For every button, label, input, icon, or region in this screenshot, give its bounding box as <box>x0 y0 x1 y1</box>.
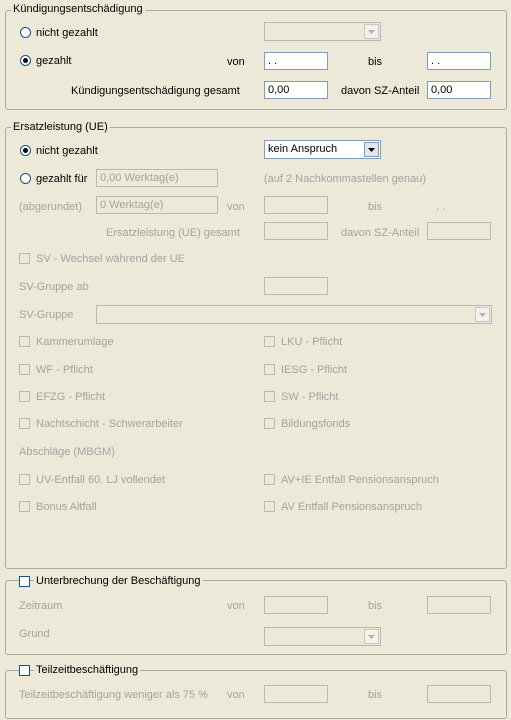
kuendigung-gesamt-input[interactable]: 0,00 <box>264 81 328 99</box>
unterbrechung-bis-input[interactable] <box>427 596 491 614</box>
ersatz-efzg-checkbox[interactable] <box>19 391 30 402</box>
ersatz-av-ie-checkbox[interactable] <box>264 474 275 485</box>
teilzeit-title: Teilzeitbeschäftigung <box>36 664 139 676</box>
ersatz-iesg-checkbox[interactable] <box>264 364 275 375</box>
unterbrechung-title: Unterbrechung der Beschäftigung <box>36 575 201 587</box>
ersatz-hint: (auf 2 Nachkommastellen genau) <box>264 173 427 185</box>
ersatz-gesamt-input[interactable] <box>264 222 328 240</box>
ersatz-von-input[interactable] <box>264 196 328 214</box>
ersatz-bildungsfonds-checkbox[interactable] <box>264 418 275 429</box>
teilzeit-bis-input[interactable] <box>427 685 491 703</box>
unterbrechung-grund-label: Grund <box>19 628 50 640</box>
ersatz-efzg-label: EFZG - Pflicht <box>36 391 106 403</box>
ersatz-sw-label: SW - Pflicht <box>281 391 339 403</box>
teilzeit-checkbox[interactable] <box>19 665 30 676</box>
ersatz-von-label: von <box>227 201 245 213</box>
ersatz-sv-gruppe-ab-input[interactable] <box>264 277 328 295</box>
ersatz-label-gezahlt: gezahlt für <box>36 173 88 185</box>
ersatz-bildungsfonds-label: Bildungsfonds <box>281 418 351 430</box>
kuendigung-von-input[interactable]: . . <box>264 52 328 70</box>
ersatz-gesamt-label: Ersatzleistung (UE) gesamt <box>106 227 240 239</box>
kuendigung-title: Kündigungsentschädigung <box>13 3 143 15</box>
unterbrechung-grund-select[interactable] <box>264 627 381 646</box>
ersatz-radio-gezahlt[interactable] <box>20 173 31 184</box>
ersatz-sz-input[interactable] <box>427 222 491 240</box>
unterbrechung-von-label: von <box>227 600 245 612</box>
ersatz-wf-label: WF - Pflicht <box>36 364 93 376</box>
ersatz-abgerundet-input[interactable]: 0 Werktag(e) <box>96 196 218 214</box>
kuendigung-radio-nicht[interactable] <box>20 27 31 38</box>
kuendigung-combo[interactable] <box>264 22 381 41</box>
ersatz-av-ie-label: AV+IE Entfall Pensionsanspruch <box>281 474 439 486</box>
ersatz-sw-checkbox[interactable] <box>264 391 275 402</box>
teilzeit-bis-label: bis <box>368 689 383 701</box>
chevron-down-icon[interactable] <box>364 142 379 157</box>
ersatz-bis-value: . . <box>436 201 446 213</box>
kuendigung-von-label: von <box>227 56 245 68</box>
ersatz-sv-gruppe-ab-label: SV-Gruppe ab <box>19 281 89 293</box>
ersatz-werktage-input[interactable]: 0,00 Werktag(e) <box>96 169 218 187</box>
ersatz-abgerundet-label: (abgerundet) <box>19 201 82 213</box>
ersatz-bis-label: bis <box>368 201 383 213</box>
ersatz-sv-wechsel-label: SV - Wechsel während der UE <box>36 253 185 265</box>
kuendigung-sz-label: davon SZ-Anteil <box>341 85 420 97</box>
kuendigung-bis-input[interactable]: . . <box>427 52 491 70</box>
ersatz-sv-wechsel-checkbox[interactable] <box>19 253 30 264</box>
ersatz-nachtschicht-label: Nachtschicht - Schwerarbeiter <box>36 418 183 430</box>
ersatz-anspruch-select[interactable] <box>264 140 381 159</box>
unterbrechung-zeitraum-label: Zeitraum <box>19 600 63 612</box>
teilzeit-von-input[interactable] <box>264 685 328 703</box>
ersatz-anspruch-value: kein Anspruch <box>268 143 338 155</box>
kuendigung-label-nicht: nicht gezahlt <box>36 27 98 39</box>
chevron-down-icon[interactable] <box>475 307 490 322</box>
teilzeit-von-label: von <box>227 689 245 701</box>
ersatz-abschlaege-label: Abschläge (MBGM) <box>19 446 115 458</box>
ersatz-kammerumlage-label: Kammerumlage <box>36 336 114 348</box>
ersatz-bonus-label: Bonus Altfall <box>36 501 97 513</box>
unterbrechung-bis-label: bis <box>368 600 383 612</box>
ersatz-radio-nicht[interactable] <box>20 145 31 156</box>
ersatz-label-nicht: nicht gezahlt <box>36 145 98 157</box>
kuendigung-sz-input[interactable]: 0,00 <box>427 81 491 99</box>
ersatz-sv-gruppe-label: SV-Gruppe <box>19 309 74 321</box>
ersatz-sz-label: davon SZ-Anteil <box>341 227 420 239</box>
kuendigung-label-gezahlt: gezahlt <box>36 55 72 67</box>
ersatz-lko-label: LKU - Pflicht <box>281 336 343 348</box>
chevron-down-icon[interactable] <box>364 24 379 39</box>
teilzeit-label: Teilzeitbeschäftigung weniger als 75 % <box>19 689 208 701</box>
kuendigung-radio-gezahlt[interactable] <box>20 55 31 66</box>
ersatz-av-entfall-checkbox[interactable] <box>264 501 275 512</box>
unterbrechung-checkbox[interactable] <box>19 576 30 587</box>
ersatz-kammerumlage-checkbox[interactable] <box>19 336 30 347</box>
ersatz-title: Ersatzleistung (UE) <box>13 121 108 133</box>
ersatz-uv-entfall-label: UV-Entfall 60. LJ vollendet <box>36 474 166 486</box>
unterbrechung-group <box>5 580 507 655</box>
ersatz-iesg-label: IESG - Pflicht <box>281 364 348 376</box>
unterbrechung-von-input[interactable] <box>264 596 328 614</box>
ersatz-wf-checkbox[interactable] <box>19 364 30 375</box>
ersatz-nachtschicht-checkbox[interactable] <box>19 418 30 429</box>
ersatz-bonus-checkbox[interactable] <box>19 501 30 512</box>
ersatz-lko-checkbox[interactable] <box>264 336 275 347</box>
chevron-down-icon[interactable] <box>364 629 379 644</box>
ersatz-av-entfall-label: AV Entfall Pensionsanspruch <box>281 501 423 513</box>
ersatz-uv-entfall-checkbox[interactable] <box>19 474 30 485</box>
kuendigung-gesamt-label: Kündigungsentschädigung gesamt <box>71 85 240 97</box>
ersatz-sv-gruppe-select[interactable] <box>96 305 492 324</box>
kuendigung-bis-label: bis <box>368 56 383 68</box>
